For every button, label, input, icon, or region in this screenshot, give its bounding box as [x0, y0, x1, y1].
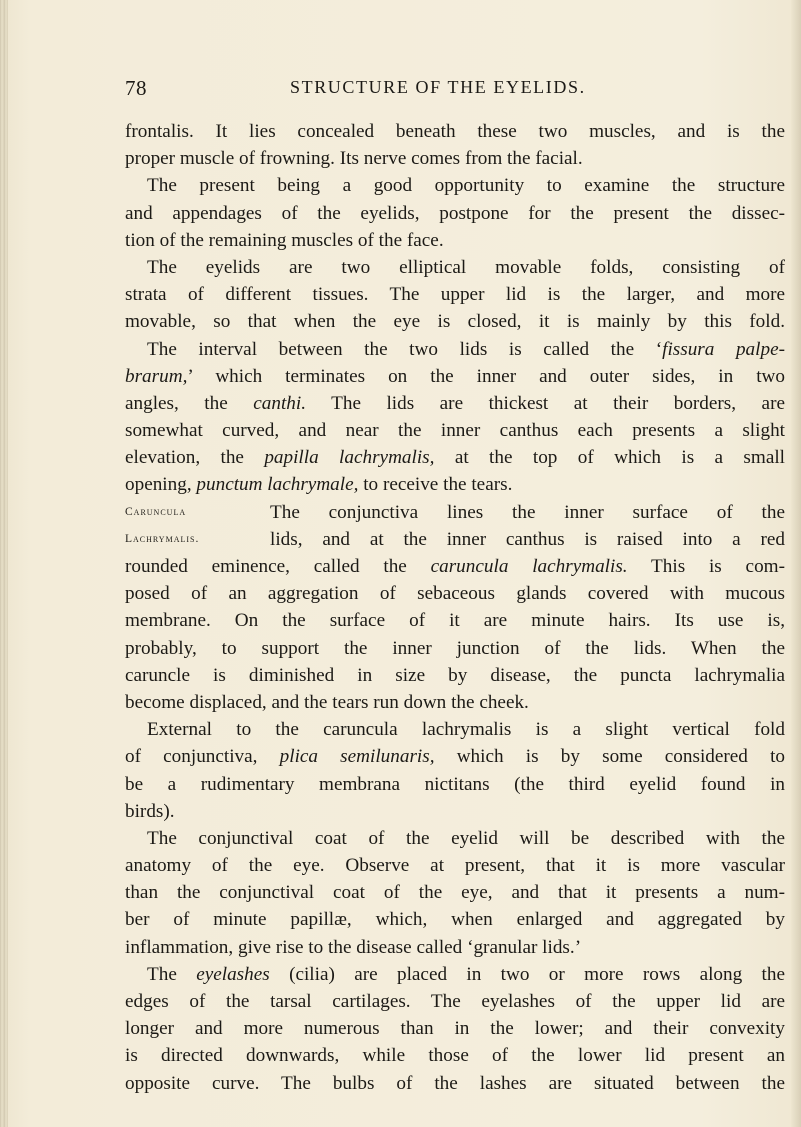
page-header — [125, 76, 785, 104]
text-line: be a rudimentary membrana nictitans (the third eyelid found in — [125, 773, 785, 795]
text-span: opening, — [125, 474, 197, 496]
text-line: External to the caruncula lachrymalis is a slight vertical fold — [147, 719, 785, 741]
text-line — [125, 444, 785, 471]
margin-note-line: Caruncula — [125, 505, 187, 518]
latin-term: plica semilunaris, — [279, 746, 435, 768]
text-line: The conjunctival coat of the eyelid will be described with the — [147, 827, 785, 849]
text-line — [125, 390, 785, 417]
latin-term: brarum, — [125, 365, 188, 387]
latin-term: canthi. — [253, 392, 306, 414]
page-edge — [791, 0, 801, 1127]
text-line: opposite curve. The bulbs of the lashes are situated between the — [125, 1072, 785, 1094]
page-gutter — [0, 0, 8, 1127]
text-line: somewhat curved, and near the inner canthus each presents a slight — [125, 420, 785, 442]
text-line: ber of minute papillæ, which, when enlarged and aggregated by — [125, 909, 785, 931]
latin-term: eyelashes — [196, 963, 270, 985]
margin-note-line: Lachrymalis. — [125, 532, 200, 545]
text-line: is directed downwards, while those of the lower lid present an — [125, 1045, 785, 1067]
text-span: The lids are thickest at their borders, are — [306, 392, 785, 414]
text-span: to receive the tears. — [358, 474, 513, 496]
text-span: (cilia) are placed in two or more rows along the — [269, 963, 785, 985]
text-line: probably, to support the inner junction of the lids. When the — [125, 637, 785, 659]
margin-note — [125, 499, 265, 553]
text-span: The — [147, 963, 197, 985]
text-line: strata of different tissues. The upper lid is the larger, and more — [125, 284, 785, 306]
text-line: proper muscle of frowning. Its nerve comes from the facial. — [125, 148, 583, 170]
text-line: inflammation, give rise to the disease called ‘granular lids.’ — [125, 936, 582, 958]
text-line — [125, 961, 785, 988]
text-span: The interval between the two lids is called the ‘ — [147, 338, 663, 360]
text-line — [125, 553, 785, 580]
text-line — [125, 363, 785, 390]
text-line: caruncle is diminished in size by disease, the puncta lachrymalia — [125, 664, 785, 686]
text-span: This is com- — [627, 556, 785, 577]
text-line — [125, 743, 785, 770]
text-line: than the conjunctival coat of the eye, and that it presents a num- — [125, 882, 785, 904]
text-line: tion of the remaining muscles of the face. — [125, 229, 444, 251]
side-note-block — [125, 499, 785, 553]
text-line: anatomy of the eye. Observe at present, that it is more vascular — [125, 855, 785, 877]
text-line: birds). — [125, 800, 175, 822]
text-line: membrane. On the surface of it are minute hairs. Its use is, — [125, 610, 785, 632]
text-span: angles, the — [125, 392, 254, 414]
text-line: The present being a good opportunity to examine the structure — [147, 175, 785, 197]
text-line: movable, so that when the eye is closed, it is mainly by this fold. — [125, 311, 785, 333]
text-line: longer and more numerous than in the lower; and their convexity — [125, 1018, 785, 1040]
page-number: 78 — [125, 76, 147, 100]
text-span: of conjunctiva, — [125, 746, 280, 768]
text-line: posed of an aggregation of sebaceous glands covered with mucous — [125, 583, 785, 605]
latin-term: caruncula lachrymalis. — [430, 556, 628, 577]
text-line: edges of the tarsal cartilages. The eyelashes of the upper lid are — [125, 991, 785, 1012]
text-span: ’ which terminates on the inner and outer sides, in two — [187, 365, 785, 387]
text-line: and appendages of the eyelids, postpone for the present the dissec- — [125, 202, 785, 224]
running-head: STRUCTURE OF THE EYELIDS. — [290, 77, 586, 97]
text-span: elevation, the — [125, 447, 265, 469]
text-line: become displaced, and the tears run down the cheek. — [125, 691, 529, 713]
body-text — [125, 118, 785, 1097]
text-line: The eyelids are two elliptical movable folds, consisting of — [147, 256, 785, 278]
text-span: rounded eminence, called the — [125, 556, 431, 577]
text-line: lids, and at the inner canthus is raised into a red — [270, 528, 785, 550]
text-line: frontalis. It lies concealed beneath these two muscles, and is the — [125, 121, 785, 142]
text-line — [125, 471, 785, 498]
text-span: which is by some considered to — [434, 746, 785, 768]
text-line — [125, 336, 785, 363]
latin-term: papilla lachrymalis, — [264, 447, 435, 469]
text-span: at the top of which is a small — [434, 447, 785, 469]
latin-term: punctum lachrymale, — [196, 474, 359, 496]
latin-term: fissura palpe- — [662, 338, 785, 360]
text-line: The conjunctiva lines the inner surface of the — [270, 501, 785, 523]
